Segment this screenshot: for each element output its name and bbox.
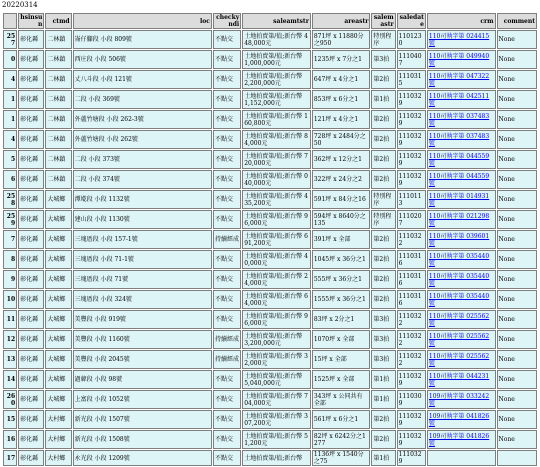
auction-round-cell: 第2拍 [371,230,395,249]
table-row [3,150,537,169]
handover-cell: 不點交 [213,170,241,189]
location-cell: 潭墘段 小段 1132號 [73,190,212,209]
township-cell: 二林鎮 [45,130,71,149]
auction-round-cell: 第2拍 [371,170,395,189]
table-row [3,90,537,109]
comment-cell: None [497,70,537,89]
auction-round-cell: 第1拍 [371,90,395,109]
county-cell: 彰化縣 [18,450,44,466]
sale-date-cell: 1110207 [397,210,426,229]
sale-amount-cell: 土地拍賣第/值;新台幣 691,200元 [242,230,311,249]
sale-amount-cell: 土地拍賣第/值;新台幣 1,000,000元 [242,50,311,69]
case-number-link[interactable]: 110司執字第 024415號 [427,30,496,49]
township-cell: 二林鎮 [45,50,71,69]
col-header-hsinsun[interactable]: hsinsun [18,13,44,29]
location-cell: 建山段 小段 1130號 [73,210,212,229]
case-number-link[interactable]: 110司執字第 042511號 [427,90,496,109]
row-index: 12 [3,330,17,349]
location-cell: 三塊厝段 小段 157-1號 [73,230,212,249]
sale-date-cell: 1110329 [397,370,426,389]
location-cell: 二段 小段 374號 [73,170,212,189]
auction-round-cell: 第3拍 [371,330,395,349]
table-row [3,330,537,349]
township-cell: 二林鎮 [45,30,71,49]
comment-cell: None [497,170,537,189]
handover-cell: 不點交 [213,30,241,49]
sale-amount-cell: 土地拍賣第/值;新台幣 040,000元 [242,170,311,189]
comment-cell: None [497,30,537,49]
case-number-link[interactable]: 110司執字第 049940號 [427,50,496,69]
table-row [3,350,537,369]
county-cell: 彰化縣 [18,50,44,69]
location-cell: 美豐段 小段 2045號 [73,350,212,369]
sale-date-cell: 1110329 [397,130,426,149]
sale-amount-cell: 土地拍賣第/值;新台幣 2,200,000元 [242,70,311,89]
township-cell: 大城鄉 [45,270,71,289]
row-index: 5 [3,150,17,169]
area-cell: 1555坪 x 36分之1 [312,290,371,309]
location-cell: 新光段 小段 1508號 [73,430,212,449]
county-cell: 彰化縣 [18,110,44,129]
township-cell: 大城鄉 [45,330,71,349]
case-number-link[interactable]: 110司執字第 035440號 [427,270,496,289]
handover-cell: 持續經成 [213,330,241,349]
handover-cell: 不點交 [213,270,241,289]
sale-amount-cell: 土地拍賣第/值;新台幣 1,152,000元 [242,90,311,109]
handover-cell: 不點交 [213,410,241,429]
area-cell: 591坪 x 84分之16 [312,190,371,209]
area-cell: 594坪 x 8640分之135 [312,210,371,229]
sale-amount-cell: 土地拍賣第/值;新台幣 3,200,000元 [242,330,311,349]
location-cell: 新光段 小段 1507號 [73,410,212,429]
township-cell: 大城鄉 [45,190,71,209]
sale-date-cell: 1110407 [397,50,426,69]
sale-date-cell: 1110329 [397,150,426,169]
auction-table [2,12,538,467]
township-cell: 大村鄉 [45,410,71,429]
county-cell: 彰化縣 [18,190,44,209]
col-header-saledate[interactable]: saledate [397,13,426,29]
row-index: 16 [3,430,17,449]
table-body [3,30,537,466]
county-cell: 彰化縣 [18,70,44,89]
auction-round-cell: 第3拍 [371,350,395,369]
case-number-link[interactable]: 110司執字第 044559號 [427,150,496,169]
handover-cell: 不點交 [213,90,241,109]
location-cell: 美豐段 小段 1160號 [73,330,212,349]
comment-cell [497,450,537,466]
county-cell: 彰化縣 [18,270,44,289]
row-index: 15 [3,410,17,429]
area-cell: 561坪 x 6分之1 [312,410,371,429]
township-cell: 大城鄉 [45,210,71,229]
handover-cell: 不點交 [213,450,241,466]
case-number-link[interactable] [427,450,496,466]
case-number-link[interactable]: 110司執字第 025562號 [427,310,496,329]
row-index: 259 [3,210,17,229]
county-cell: 彰化縣 [18,330,44,349]
township-cell: 二林鎮 [45,150,71,169]
sale-date-cell: 1110329 [397,450,426,466]
table-row [3,110,537,129]
case-number-link[interactable]: 110司執字第 037483號 [427,130,496,149]
table-row [3,50,537,69]
county-cell: 彰化縣 [18,410,44,429]
handover-cell: 不點交 [213,150,241,169]
row-index: 10 [3,290,17,309]
sale-amount-cell: 土地拍賣第/值;新台幣 64,000元 [242,290,311,309]
comment-cell: None [497,310,537,329]
row-index: 14 [3,370,17,389]
area-cell: 555坪 x 36分之1 [312,270,371,289]
col-header-crm[interactable]: crm [427,13,496,29]
township-cell: 二林鎮 [45,70,71,89]
col-header-areastr[interactable]: areastr [312,13,371,29]
sale-amount-cell: 土地拍賣第/值;新台幣 32,000元 [242,350,311,369]
comment-cell: None [497,230,537,249]
comment-cell: None [497,370,537,389]
case-number-link[interactable]: 110司執字第 044231號 [427,370,496,389]
auction-round-cell: 特別程序 [371,30,395,49]
location-cell: 二段 小段 373號 [73,150,212,169]
col-header-ctmd[interactable]: ctmd [45,13,71,29]
township-cell: 二林鎮 [45,170,71,189]
comment-cell: None [497,150,537,169]
location-cell: 永光段 小段 1209號 [73,450,212,466]
township-cell: 大村鄉 [45,430,71,449]
case-number-link[interactable]: 110司執字第 035440號 [427,290,496,309]
auction-round-cell: 第1拍 [371,450,395,466]
table-row [3,250,537,269]
auction-round-cell: 第3拍 [371,50,395,69]
sale-amount-cell: 土地拍賣第/值;新台幣 160,800元 [242,110,311,129]
county-cell: 彰化縣 [18,390,44,409]
table-row [3,130,537,149]
area-cell: 871坪 x 11880分之950 [312,30,371,49]
table-row [3,410,537,429]
auction-round-cell: 第1拍 [371,390,395,409]
comment-cell: None [497,350,537,369]
row-index: 6 [3,170,17,189]
row-index: 260 [3,390,17,409]
location-cell: 三塊厝段 小段 71號 [73,270,212,289]
comment-cell: None [497,250,537,269]
comment-cell: None [497,430,537,449]
col-header-salemastr[interactable]: salemastr [371,13,395,29]
township-cell: 大城鄉 [45,250,71,269]
location-cell: 美豐段 小段 919號 [73,310,212,329]
row-index: 7 [3,230,17,249]
handover-cell: 不點交 [213,310,241,329]
sale-date-cell: 1110329 [397,170,426,189]
sale-date-cell: 1110329 [397,430,426,449]
county-cell: 彰化縣 [18,290,44,309]
handover-cell: 持續經成 [213,350,241,369]
location-cell: 二段 小段 369號 [73,90,212,109]
table-row [3,30,537,49]
table-row [3,230,537,249]
auction-round-cell: 第2拍 [371,270,395,289]
handover-cell: 不點交 [213,370,241,389]
row-index: 13 [3,350,17,369]
sale-date-cell: 1110329 [397,90,426,109]
township-cell: 二林鎮 [45,110,71,129]
row-index: 4 [3,130,17,149]
county-cell: 彰化縣 [18,250,44,269]
sale-amount-cell: 土地拍賣第/值;新台幣 448,000元 [242,30,311,49]
handover-cell: 不點交 [213,210,241,229]
auction-round-cell: 第3拍 [371,310,395,329]
comment-cell: None [497,330,537,349]
county-cell: 彰化縣 [18,370,44,389]
row-index: 17 [3,450,17,466]
auction-round-cell: 第2拍 [371,290,395,309]
location-cell: 三塊厝段 小段 324號 [73,290,212,309]
sale-date-cell: 1110322 [397,230,426,249]
table-row [3,310,537,329]
row-index: 4 [3,70,17,89]
sale-date-cell: 1110322 [397,310,426,329]
case-number-link[interactable]: 110司執字第 021298號 [427,210,496,229]
township-cell: 大城鄉 [45,370,71,389]
sale-date-cell: 1110316 [397,290,426,309]
township-cell: 大城鄉 [45,350,71,369]
handover-cell: 不點交 [213,250,241,269]
comment-cell: None [497,50,537,69]
comment-cell: None [497,410,537,429]
comment-cell: None [497,190,537,209]
sale-date-cell: 1110316 [397,270,426,289]
sale-amount-cell: 土地拍賣第/值;新台幣 84,000元 [242,130,311,149]
table-row [3,270,537,289]
header-row [3,13,537,29]
handover-cell: 不點交 [213,70,241,89]
area-cell: 1136坪 x 1540分之75 [312,450,371,466]
table-row [3,190,537,209]
sale-date-cell: 1110309 [397,390,426,409]
area-cell: 391坪 x 全部 [312,230,371,249]
row-index: 11 [3,310,17,329]
location-cell: 外蘆竹塘段 小段 262號 [73,130,212,149]
area-cell: 1045坪 x 36分之1 [312,250,371,269]
auction-round-cell: 第2拍 [371,70,395,89]
county-cell: 彰化縣 [18,430,44,449]
location-cell: 崙仔腳段 小段 809號 [73,30,212,49]
case-number-link[interactable]: 109司執字第 041826號 [427,430,496,449]
auction-round-cell: 第2拍 [371,150,395,169]
table-row [3,170,537,189]
row-index: 9 [3,270,17,289]
case-number-link[interactable]: 110司執字第 035440號 [427,250,496,269]
comment-cell: None [497,390,537,409]
table-row [3,370,537,389]
handover-cell: 不點交 [213,290,241,309]
township-cell: 二林鎮 [45,90,71,109]
table-row [3,70,537,89]
sale-date-cell: 1101230 [397,30,426,49]
handover-cell: 不點交 [213,110,241,129]
sale-amount-cell: 土地拍賣第/值;新台幣 96,000元 [242,310,311,329]
case-number-link[interactable]: 110司執字第 039601號 [427,230,496,249]
auction-round-cell: 特別程序 [371,210,395,229]
county-cell: 彰化縣 [18,150,44,169]
area-cell: 82坪 x 6242分之1277 [312,430,371,449]
case-number-link[interactable]: 109司執字第 041826號 [427,410,496,429]
auction-round-cell: 第2拍 [371,110,395,129]
sale-amount-cell: 土地拍賣第/值;新台幣 51,200元 [242,430,311,449]
case-number-link[interactable]: 109司執字第 033242號 [427,390,496,409]
report-date: 20220314 [2,1,38,9]
col-header-comment[interactable]: comment [497,13,537,29]
county-cell: 彰化縣 [18,30,44,49]
area-cell: 853坪 x 6分之1 [312,90,371,109]
comment-cell: None [497,210,537,229]
row-index: 1 [3,90,17,109]
county-cell: 彰化縣 [18,310,44,329]
comment-cell: None [497,110,537,129]
sale-amount-cell: 土地拍賣第/值;新台幣 [242,450,311,466]
sale-amount-cell: 土地拍賣第/值;新台幣 5,040,000元 [242,370,311,389]
row-index: 1 [3,110,17,129]
auction-round-cell: 第2拍 [371,410,395,429]
location-cell: 丈八斗段 小段 121號 [73,70,212,89]
area-cell: 1525坪 x 全部 [312,370,371,389]
township-cell: 大城鄉 [45,290,71,309]
area-cell: 83坪 x 2分之1 [312,310,371,329]
location-cell: 三塊厝段 小段 71-1號 [73,250,212,269]
table-row [3,390,537,409]
sale-amount-cell: 土地拍賣第/值;新台幣 307,200元 [242,410,311,429]
area-cell: 1070坪 x 全部 [312,330,371,349]
table-row [3,210,537,229]
area-cell: 121坪 x 4分之1 [312,110,371,129]
col-header-index [3,13,17,29]
area-cell: 322坪 x 24分之2 [312,170,371,189]
table-row [3,430,537,449]
sale-amount-cell: 土地拍賣第/值;新台幣 435,200元 [242,190,311,209]
sale-date-cell: 1110315 [397,70,426,89]
col-header-saleamtstr[interactable]: saleamtstr [242,13,311,29]
sale-amount-cell: 土地拍賣第/值;新台幣 24,000元 [242,270,311,289]
location-cell: 上富段 小段 1052號 [73,390,212,409]
auction-round-cell: 第1拍 [371,370,395,389]
table-row [3,290,537,309]
case-number-link[interactable]: 110司執字第 037483號 [427,110,496,129]
sale-date-cell: 1110113 [397,190,426,209]
row-index: 8 [3,250,17,269]
township-cell: 大村鄉 [45,450,71,466]
county-cell: 彰化縣 [18,210,44,229]
sale-date-cell: 1110322 [397,350,426,369]
case-number-link[interactable]: 110司執字第 044559號 [427,170,496,189]
township-cell: 大城鄉 [45,390,71,409]
row-index: 258 [3,190,17,209]
auction-round-cell: 第2拍 [371,250,395,269]
area-cell: 728坪 x 2484分之50 [312,130,371,149]
area-cell: 362坪 x 12分之1 [312,150,371,169]
row-index: 0 [3,50,17,69]
township-cell: 大城鄉 [45,230,71,249]
handover-cell: 持續經成 [213,230,241,249]
case-number-link[interactable]: 110司執字第 025562號 [427,350,496,369]
row-index: 257 [3,30,17,49]
location-cell: 外蘆竹塘段 小段 262-3號 [73,110,212,129]
auction-round-cell: 特別程序 [371,190,395,209]
table-row [3,450,537,466]
auction-round-cell: 第2拍 [371,130,395,149]
handover-cell: 不點交 [213,190,241,209]
area-cell: 647坪 x 4分之1 [312,70,371,89]
comment-cell: None [497,290,537,309]
col-header-loc[interactable]: loc [73,13,212,29]
col-header-checkyndi[interactable]: checkyndi [213,13,241,29]
county-cell: 彰化縣 [18,130,44,149]
auction-round-cell: 第2拍 [371,430,395,449]
handover-cell: 不點交 [213,130,241,149]
area-cell: 343坪 x 公同共有全部 [312,390,371,409]
sale-date-cell: 1110316 [397,250,426,269]
sale-amount-cell: 土地拍賣第/值;新台幣 96,000元 [242,210,311,229]
handover-cell: 不點交 [213,390,241,409]
comment-cell: None [497,270,537,289]
county-cell: 彰化縣 [18,90,44,109]
county-cell: 彰化縣 [18,230,44,249]
sale-date-cell: 1110329 [397,110,426,129]
sale-amount-cell: 土地拍賣第/值;新台幣 40,000元 [242,250,311,269]
case-number-link[interactable]: 110司執字第 047322號 [427,70,496,89]
location-cell: 過韓段 小段 98號 [73,370,212,389]
comment-cell: None [497,130,537,149]
handover-cell: 不點交 [213,50,241,69]
sale-date-cell: 1110329 [397,410,426,429]
township-cell: 大城鄉 [45,310,71,329]
sale-date-cell: 1110322 [397,330,426,349]
sale-amount-cell: 土地拍賣第/值;新台幣 720,000元 [242,150,311,169]
area-cell: 15坪 x 全部 [312,350,371,369]
area-cell: 1235坪 x 7分之1 [312,50,371,69]
comment-cell: None [497,90,537,109]
county-cell: 彰化縣 [18,350,44,369]
sale-amount-cell: 土地拍賣第/值;新台幣 704,000元 [242,390,311,409]
case-number-link[interactable]: 110司執字第 025562號 [427,330,496,349]
handover-cell: 不點交 [213,430,241,449]
location-cell: 西庄段 小段 506號 [73,50,212,69]
county-cell: 彰化縣 [18,170,44,189]
case-number-link[interactable]: 110司執字第 014931號 [427,190,496,209]
